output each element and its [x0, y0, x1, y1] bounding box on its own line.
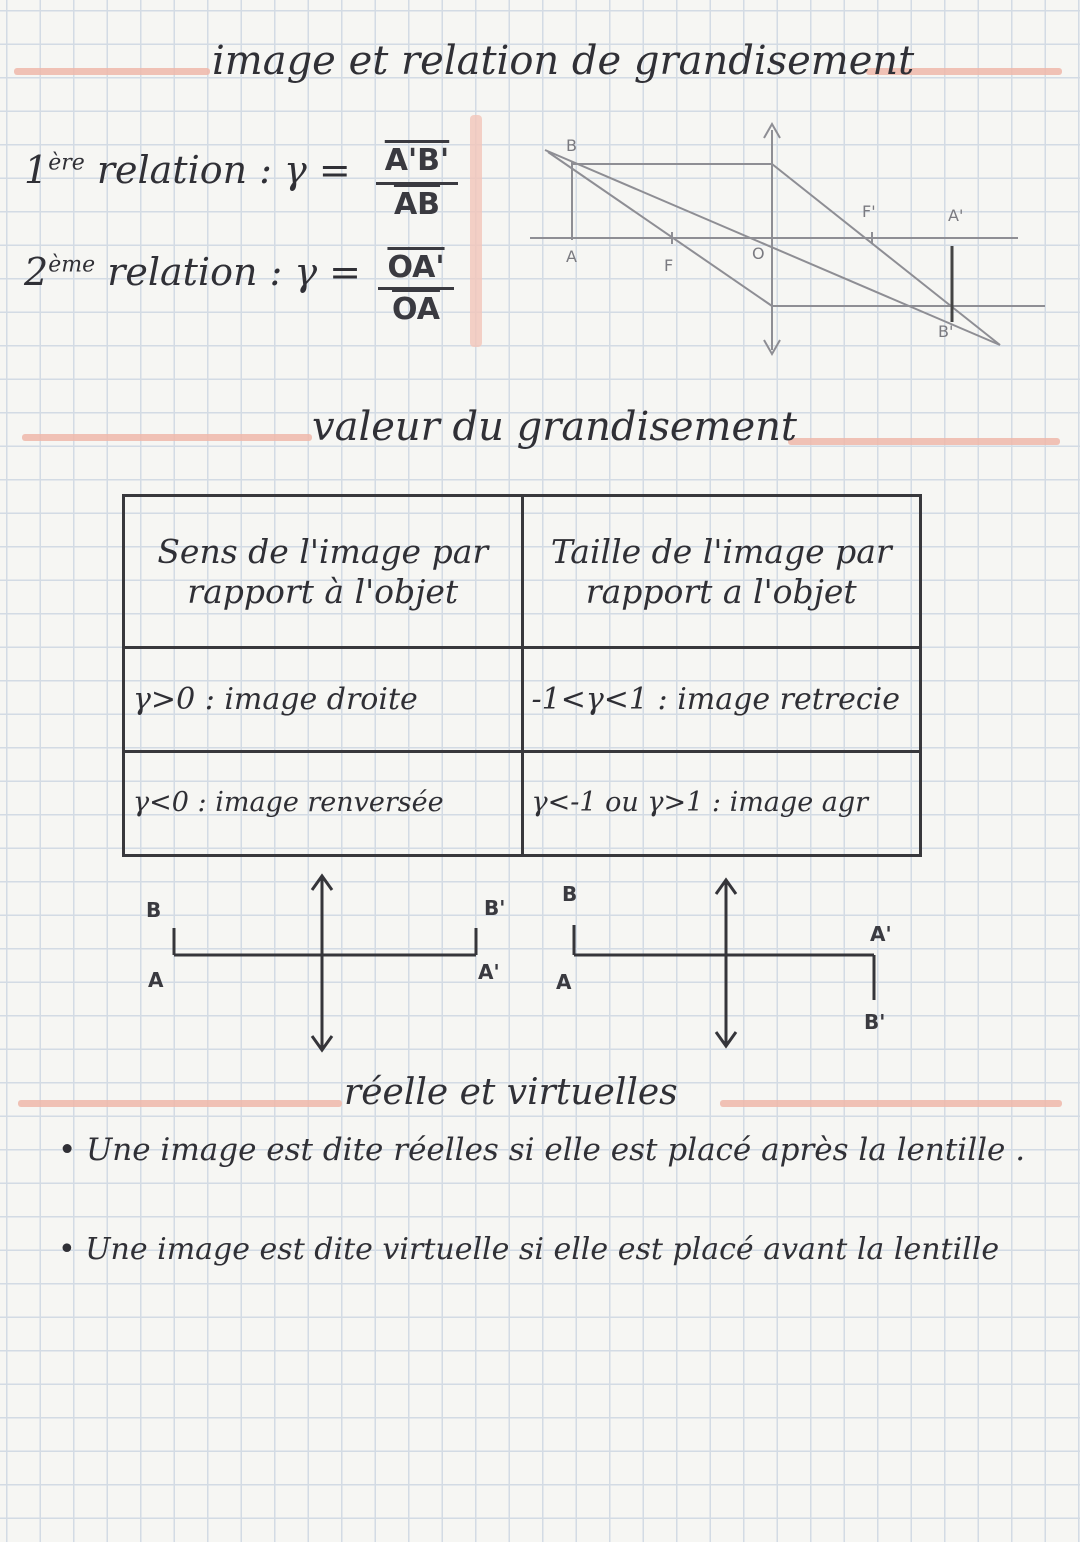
second-relation-number: 2 [24, 250, 49, 294]
first-relation-numerator: A'B' [384, 143, 450, 178]
label-Bprime: B' [938, 322, 954, 341]
valeur-rule-right [788, 438, 1060, 445]
label-Aprime: A' [948, 206, 964, 225]
left-label-Aprime: A' [478, 960, 500, 984]
second-relation-text: relation : γ = [107, 250, 362, 294]
second-relation-sup: ème [48, 252, 96, 278]
right-label-A: A [556, 970, 572, 994]
right-label-Bprime: B' [864, 1010, 886, 1034]
left-label-B: B [146, 898, 162, 922]
top-ray-diagram [530, 124, 1045, 354]
label-B: B [566, 136, 577, 155]
header-sens: Sens de l'image par rapport à l'objet [124, 496, 523, 648]
ray-through-focus-object [548, 152, 772, 306]
second-relation-denominator: OA [392, 292, 440, 327]
first-relation-denominator: AB [393, 187, 441, 222]
valeur-rule-left [22, 434, 312, 441]
left-label-Bprime: B' [484, 896, 506, 920]
label-A: A [566, 247, 577, 266]
section-title-reel-virtuel: réelle et virtuelles [344, 1072, 678, 1113]
header-taille: Taille de l'image par rapport a l'objet [522, 496, 921, 648]
section-title-valeur: valeur du grandisement [312, 404, 797, 450]
first-relation-number: 1 [24, 148, 49, 192]
ray-through-focus-image [772, 164, 1000, 345]
label-F: F [664, 256, 674, 275]
reel-rule-left [18, 1100, 342, 1107]
row1-taille: -1<γ<1 : image retrecie [522, 648, 921, 752]
left-label-A: A [148, 968, 164, 992]
second-relation-numerator: OA' [387, 250, 445, 285]
label-O: O [752, 244, 765, 263]
row2-taille: γ<-1 ou γ>1 : image agr [522, 752, 921, 856]
bullet-image-reelle: • Une image est dite réelles si elle est placé après la lentille . [58, 1132, 1026, 1168]
left-ray-diagram [174, 876, 476, 1050]
right-label-Aprime: A' [870, 922, 892, 946]
bullet-image-virtuelle: • Une image est dite virtuelle si elle est placé avant la lentille [58, 1232, 1000, 1267]
first-relation-text: relation : γ = [96, 148, 351, 192]
grandissement-table [122, 494, 922, 857]
label-Fprime: F' [862, 202, 876, 221]
right-label-B: B [562, 882, 578, 906]
section-title-image-relation: image et relation de grandisement [212, 38, 915, 84]
row2-sens: γ<0 : image renversée [124, 752, 523, 856]
right-ray-diagram [574, 880, 874, 1046]
reel-rule-right [720, 1100, 1062, 1107]
row1-sens: γ>0 : image droite [124, 648, 523, 752]
first-relation-sup: ère [48, 150, 85, 176]
